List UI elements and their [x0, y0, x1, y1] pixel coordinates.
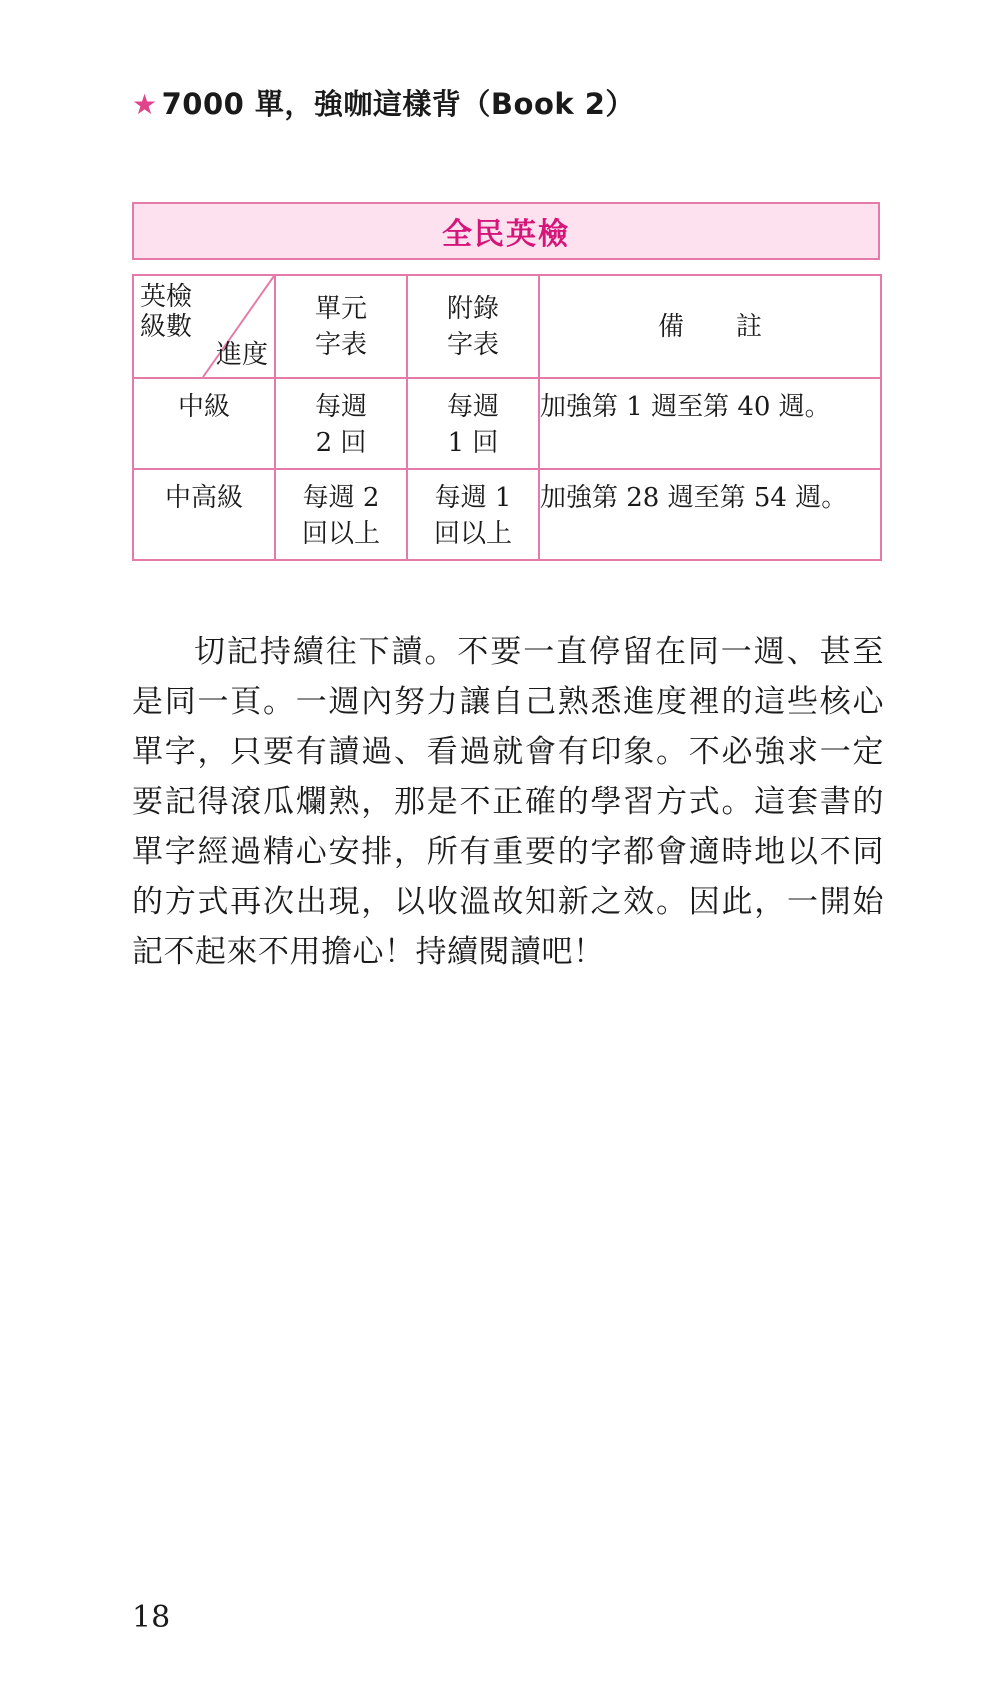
page-number: 18 [132, 1600, 171, 1635]
unit-frequency-cell [275, 378, 407, 469]
body-paragraph: 切記持續往下讀。不要一直停留在同一週、甚至是同一頁。一週內努力讓自己熟悉進度裡的這些核心單字，只要有讀過、看過就會有印象。不必強求一定要記得滾瓜爛熟，那是不正確的學習方式。這套書的單字經過精心安排，所有重要的字都會適時地以不同的方式再次出現，以收溫故知新之效。因此，一開始記不起來不用擔心！持續閱讀吧！ [132, 634, 884, 970]
appendix-frequency-cell [407, 378, 539, 469]
appendix-frequency-cell [407, 469, 539, 560]
remarks-header: 備 註 [539, 275, 881, 378]
unit-list-header-line1: 單元 [314, 293, 367, 324]
remark-cell: 加強第 1 週至第 40 週。 [539, 378, 881, 469]
level-cell: 中高級 [133, 469, 275, 560]
remark-cell: 加強第 28 週至第 54 週。 [539, 469, 881, 560]
appendix-frequency-line2: 回以上 [433, 519, 512, 549]
appendix-frequency-line1: 每週 1 [434, 483, 512, 513]
appendix-list-header [407, 275, 539, 378]
unit-list-header-line2: 字表 [314, 329, 367, 360]
table-row [133, 378, 881, 469]
table-title: 全民英檢 [132, 202, 880, 260]
unit-frequency-cell [275, 469, 407, 560]
diagonal-header-cell [133, 275, 275, 378]
unit-frequency-line1: 每週 2 [302, 483, 380, 513]
unit-frequency-line2: 2 回 [315, 428, 367, 458]
appendix-list-header-line2: 字表 [446, 329, 499, 360]
unit-frequency-line2: 回以上 [301, 519, 380, 549]
unit-list-header [275, 275, 407, 378]
level-label-line2: 級數 [140, 312, 193, 342]
level-label-line1: 英檢 [140, 282, 193, 312]
appendix-list-header-line1: 附錄 [446, 293, 499, 324]
star-icon: ★ [132, 88, 158, 121]
unit-frequency-line1: 每週 [314, 392, 367, 422]
appendix-frequency-line1: 每週 [446, 392, 499, 422]
study-plan-table [132, 274, 882, 561]
table-header-row [133, 275, 881, 378]
level-cell: 中級 [133, 378, 275, 469]
table-row [133, 469, 881, 560]
level-label [140, 282, 192, 342]
appendix-frequency-line2: 1 回 [447, 428, 499, 458]
running-header-text: 7000 單，強咖這樣背（Book 2） [161, 87, 635, 121]
running-header [132, 82, 635, 123]
progress-label: 進度 [215, 340, 268, 370]
